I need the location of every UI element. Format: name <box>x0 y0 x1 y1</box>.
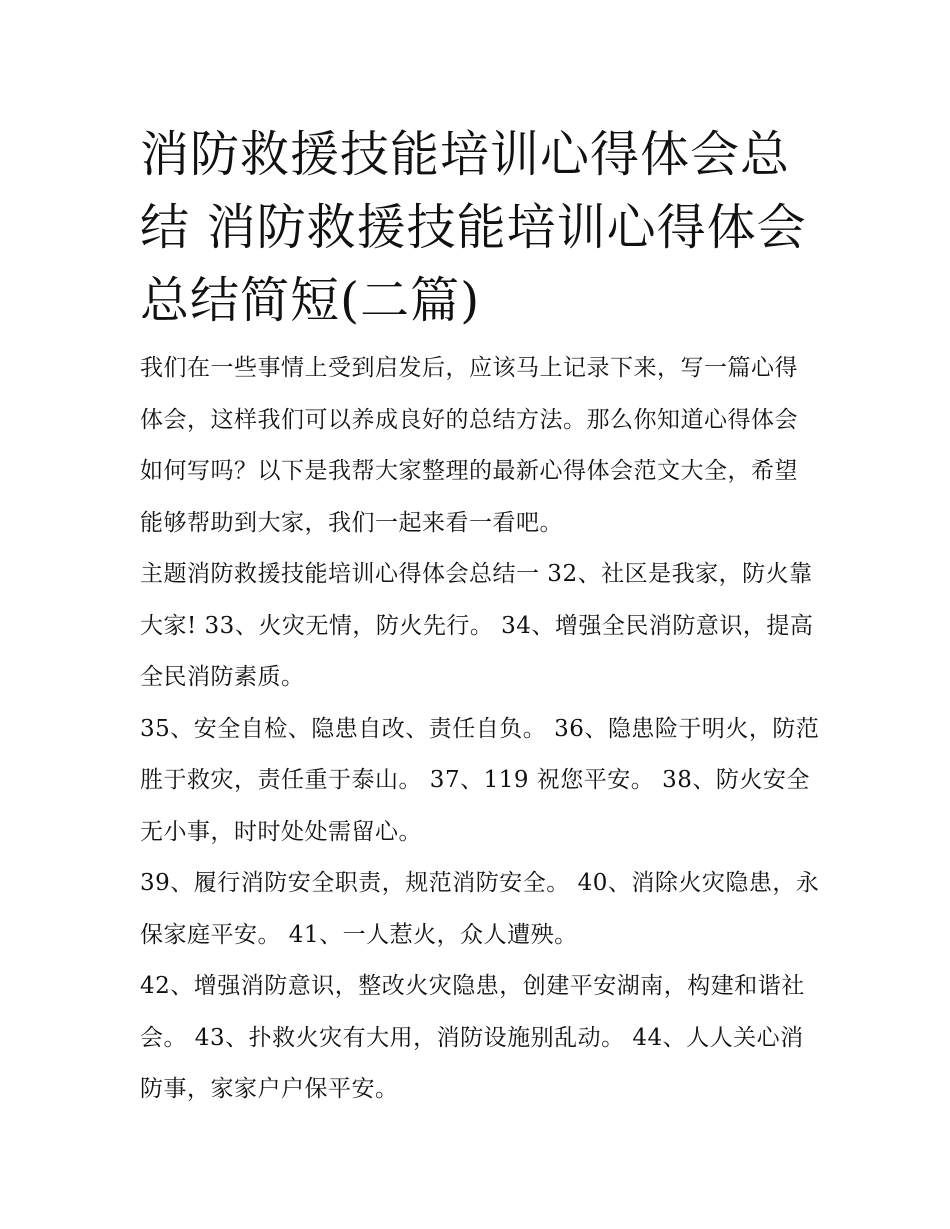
document-page <box>140 118 820 1116</box>
paragraph-slogans-39-41: 39、履行消防安全职责，规范消防安全。 40、消除火灾隐患，永保家庭平安。 41、一人惹火，众人遭殃。 <box>140 870 820 948</box>
paragraph-slogans-32-34: 主题消防救援技能培训心得体会总结一 32、社区是我家，防火靠大家! 33、火灾无情，防火先行。 34、增强全民消防意识，提高全民消防素质。 <box>140 561 814 690</box>
paragraph-slogans-42-44: 42、增强消防意识，整改火灾隐患，创建平安湖南，构建和谐社会。 43、扑救火灾有大用，消防设施别乱动。 44、人人关心消防事，家家户户保平安。 <box>140 973 805 1102</box>
document-title: 消防救援技能培训心得体会总结 消防救援技能培训心得体会总结简短(二篇) <box>140 126 807 329</box>
document-body <box>140 343 820 1116</box>
paragraph-slogans-35-38: 35、安全自检、隐患自改、责任自负。 36、隐患险于明火，防范胜于救灾，责任重于泰山。 37、119 祝您平安。 38、防火安全无小事，时时处处需留心。 <box>140 715 820 845</box>
paragraph-intro: 我们在一些事情上受到启发后，应该马上记录下来，写一篇心得体会，这样我们可以养成良好的总结方法。那么你知道心得体会如何写吗？以下是我帮大家整理的最新心得体会范文大全，希望能够帮助到大家，我们一起来看一看吧。 <box>140 355 798 536</box>
